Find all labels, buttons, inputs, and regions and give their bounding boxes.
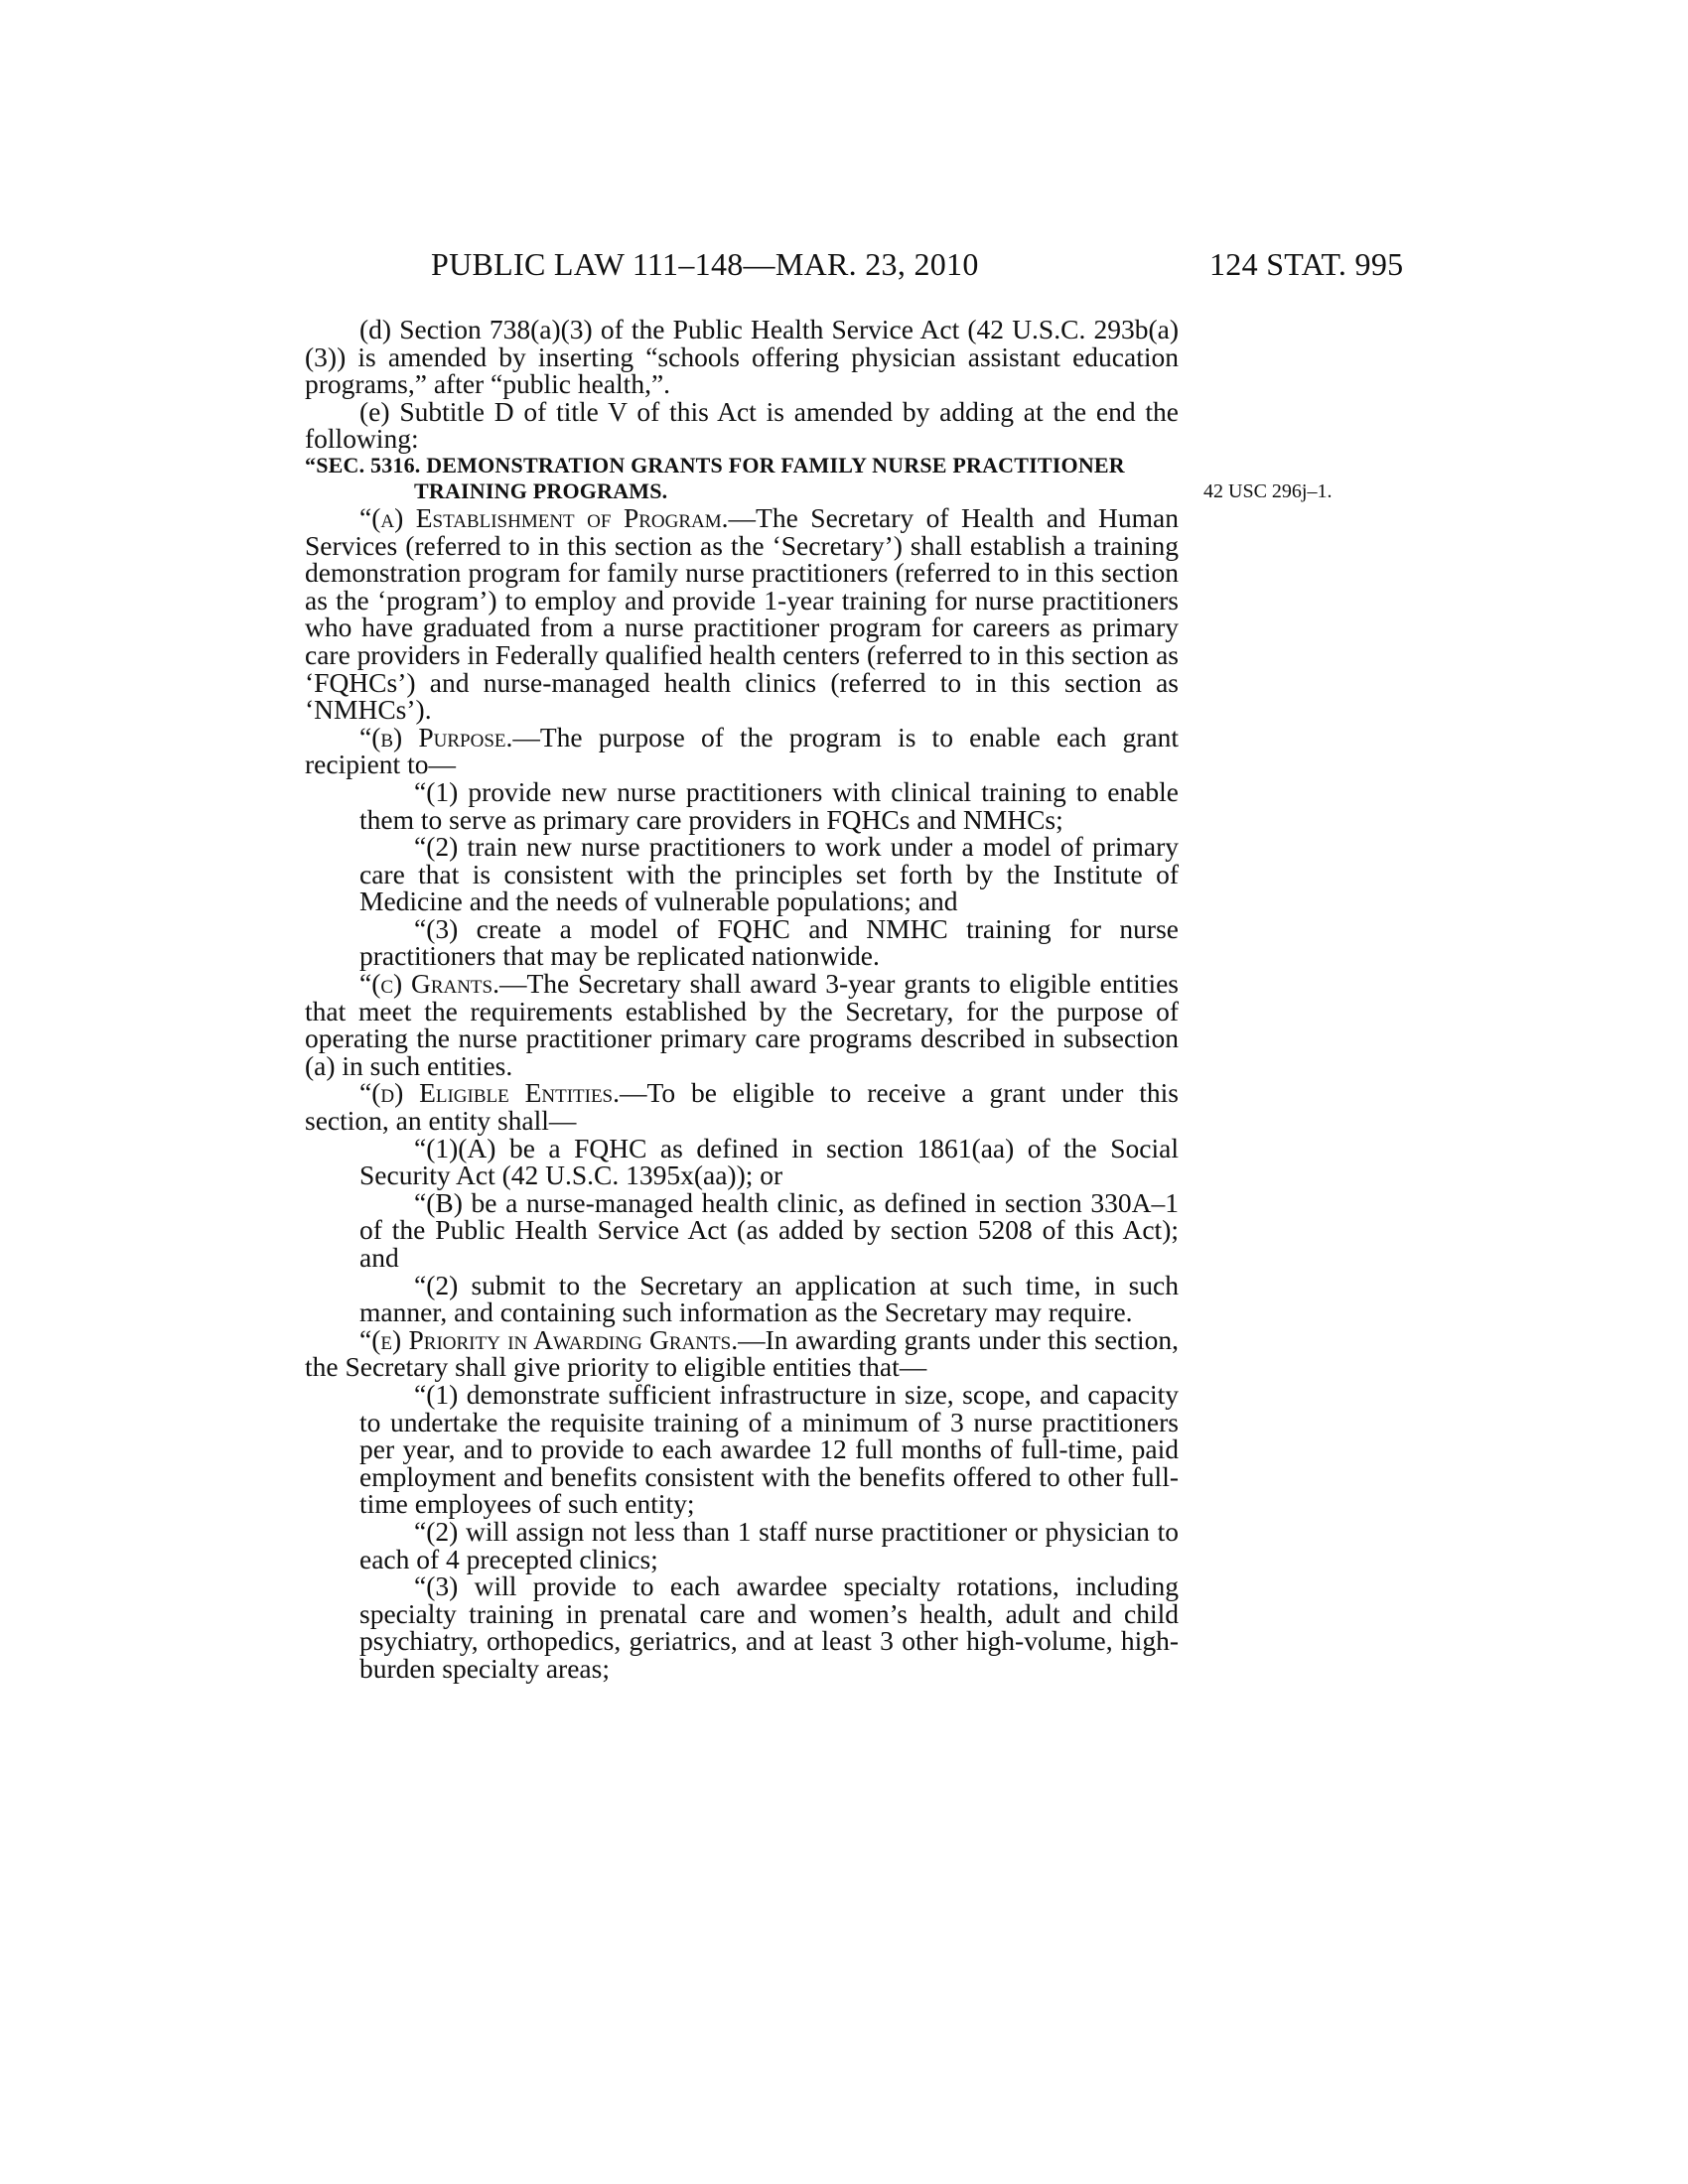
document-body [305, 316, 1179, 1683]
margin-citation: 42 USC 296j–1. [1203, 480, 1333, 502]
subsection-a-label: “(a) Establishment of Program. [359, 501, 729, 533]
paragraph-e: (e) Subtitle D of title V of this Act is amended by adding at the end the following: [305, 395, 1179, 455]
paragraph-b1: “(1) provide new nurse practitioners with clinical training to enable them to serve as primary care providers in FQHCs and NMHCs; [359, 775, 1179, 835]
subsection-a-text: —The Secretary of Health and Human Services (referred to in this section as the ‘Secretary’) shall establish a training demonstration program for family nurse practitioners (referred to in this section as the ‘program’) to employ and provide 1-year training for nurse practitioners who have graduated from a nurse practitioner program for careers as primary care providers in Federally qualified health centers (referred to in this section as ‘FQHCs’) and nurse-managed health clinics (referred to in this section as ‘NMHCs’). [305, 501, 1179, 726]
page-header-stat: 124 STAT. 995 [1209, 246, 1404, 282]
subsection-d-label: “(d) Eligible Entities. [359, 1077, 620, 1109]
paragraph-e1: “(1) demonstrate sufficient infrastructure in size, scope, and capacity to undertake the requisite training of a minimum of 3 nurse practitioners per year, and to provide to each awardee 12 full months of full-time, paid employment and benefits consistent with the benefits offered to other full-time employees of such entity; [359, 1378, 1179, 1520]
subsection-d [305, 1077, 1179, 1137]
paragraph-d: (d) Section 738(a)(3) of the Public Health Service Act (42 U.S.C. 293b(a)(3)) is amended by inserting “schools offering physician assistant education programs,” after “public health,”. [305, 314, 1179, 400]
subsection-c-text: —The Secretary shall award 3-year grants to eligible entities that meet the requirements established by the Secretary, for the purpose of operating the nurse practitioner primary care programs described in subsection (a) in such entities. [305, 968, 1179, 1081]
paragraph-b2: “(2) train new nurse practitioners to work under a model of primary care that is consistent with the principles set forth by the Institute of Medicine and the needs of vulnerable populations; and [359, 831, 1179, 917]
subsection-e [305, 1323, 1179, 1383]
subsection-a [305, 501, 1179, 726]
subsection-c [305, 970, 1179, 1079]
subsection-e-text: —In awarding grants under this section, the Secretary shall give priority to eligible entities that— [305, 1323, 1179, 1383]
subsection-c-label: “(c) Grants. [359, 968, 499, 1000]
section-heading: “SEC. 5316. DEMONSTRATION GRANTS FOR FAMILY NURSE PRACTITIONER TRAINING PROGRAMS. [305, 452, 1125, 503]
subsection-e-label: “(e) Priority in Awarding Grants. [359, 1323, 739, 1355]
paragraph-b3: “(3) create a model of FQHC and NMHC training for nurse practitioners that may be replicated nationwide. [359, 912, 1179, 972]
page-header-title: PUBLIC LAW 111–148—MAR. 23, 2010 [431, 246, 979, 282]
paragraph-e3: “(3) will provide to each awardee specialty rotations, including specialty training in prenatal care and women’s health, adult and child psychiatry, orthopedics, geriatrics, and at least 3 other high-volume, high-burden specialty areas; [359, 1570, 1179, 1684]
subsection-b-text: —The purpose of the program is to enable each grant recipient to— [305, 721, 1180, 780]
paragraph-d1a: “(1)(A) be a FQHC as defined in section 1861(aa) of the Social Security Act (42 U.S.C. 1395x(aa)); or [359, 1132, 1179, 1191]
paragraph-d2: “(2) submit to the Secretary an application at such time, in such manner, and containing such information as the Secretary may require. [359, 1269, 1179, 1328]
paragraph-e2: “(2) will assign not less than 1 staff nurse practitioner or physician to each of 4 precepted clinics; [359, 1515, 1179, 1574]
subsection-b [305, 721, 1180, 780]
subsection-d-text: —To be eligible to receive a grant under this section, an entity shall— [305, 1077, 1179, 1137]
subsection-b-label: “(b) Purpose. [359, 721, 513, 752]
paragraph-d1b: “(B) be a nurse-managed health clinic, as defined in section 330A–1 of the Public Health Service Act (as added by section 5208 of this Act); and [359, 1186, 1179, 1273]
